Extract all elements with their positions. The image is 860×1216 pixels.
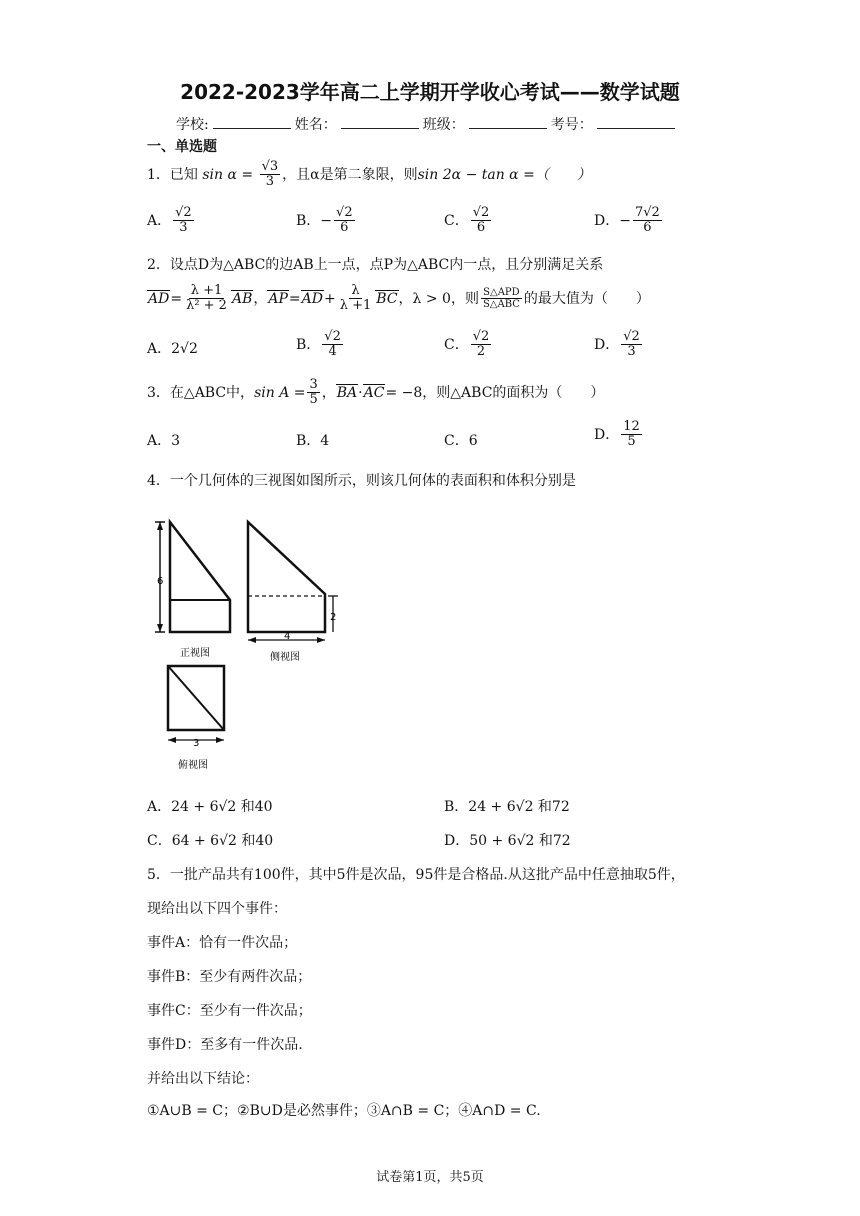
q1-option-c: C． $\frac{√2}{6}$ [444,205,490,236]
front-view-label: 正视图 [180,648,210,659]
class-blank [469,116,547,129]
q5-event-b: 事件B：至少有两件次品； [147,969,312,985]
q3-option-d: D． $\frac{12}{5}$ [594,419,640,450]
q2-option-c: C． $\frac{√2}{2}$ [444,329,490,360]
q3-option-c: C．6 [444,433,478,449]
dim-4-label: 4 [284,631,291,642]
question-1 [147,160,591,190]
q3-option-a: A．3 [147,433,181,449]
q4-option-d: D．50 + 6√2 和72 [444,833,571,849]
class-label: 班级： [422,117,465,133]
dim-6-label: 6 [157,576,164,587]
name-blank [341,116,419,129]
q1-text-b: ，且α是第二象限，则 [282,166,418,183]
q5-line-2: 现给出以下四个事件： [147,901,287,917]
q4-option-c: C．64 + 6√2 和40 [147,833,274,849]
school-label: 学校: [176,117,209,133]
q2-option-a: A．2√2 [147,341,198,357]
question-5: 5．一批产品共有100件，其中5件是次品，95件是合格品.从这批产品中任意抽取5件， [147,867,685,883]
q5-event-c: 事件C：至少有一件次品； [147,1003,312,1019]
three-view-figure [150,508,350,778]
q1-option-d: D．− $\frac{7√2}{6}$ [594,205,660,236]
q1-option-a: A． $\frac{√2}{3}$ [147,205,192,236]
side-view-label: 侧视图 [270,652,300,663]
q2-option-b: B． $\frac{√2}{4}$ [296,329,341,360]
exam-no-label: 考号： [550,117,593,133]
q4-option-a: A．24 + 6√2 和40 [147,799,273,815]
q2-option-d: D． $\frac{√2}{3}$ [594,329,640,360]
top-view-label: 俯视图 [178,760,208,771]
side-view [248,522,338,663]
q1-option-b: B．− $\frac{√2}{6}$ [296,205,353,236]
section-heading: 一、单选题 [147,139,217,155]
school-blank [213,116,291,129]
question-number: 1． [147,166,170,183]
top-view [168,666,224,771]
q2-relations: AD= $\frac{\lambda +1}{\text{λ² + 2}}$ AB，AP=AD+ $\frac{\lambda}{\lambda +1}$ BC，λ > 0，则 $\frac{\text{S△APD}}{\text{S△ABC}}$ 的最大值为（ ） [148,283,650,314]
exam-no-blank [597,116,675,129]
name-label: 姓名： [294,117,337,133]
q5-event-d: 事件D：至多有一件次品. [147,1037,303,1053]
q1-fraction: $\frac{√3}{3}$ [261,159,279,190]
question-3: 3．在△ABC中，sin A = $\frac{3}{5}$ ，BA·AC= −8，则△ABC的面积为（ ） [147,377,605,408]
q3-option-b: B．4 [296,433,330,449]
q4-option-b: B．24 + 6√2 和72 [444,799,570,815]
front-view [155,522,230,659]
q1-expr: sin α = [202,166,254,183]
page-title: 2022-2023学年高二上学期开学收心考试——数学试题 [180,80,680,104]
q5-line-3: 并给出以下结论： [147,1071,259,1087]
dim-3-label: 3 [193,738,200,749]
student-info-line [176,114,679,134]
q5-event-a: 事件A：恰有一件次品； [147,935,298,951]
q1-question-expr: sin 2α − tan α =（ ） [417,166,591,183]
question-4: 4．一个几何体的三视图如图所示，则该几何体的表面积和体积分别是 [147,473,576,489]
q1-text: 已知 [169,166,198,183]
q5-conclusions: ①A∪B = C；②B∪D是必然事件；③A∩B = C；④A∩D = C. [147,1103,541,1119]
page-footer: 试卷第1页，共5页 [376,1170,484,1185]
question-2: 2．设点D为△ABC的边AB上一点，点P为△ABC内一点，且分别满足关系 [147,257,604,273]
dim-2-label: 2 [330,612,337,623]
